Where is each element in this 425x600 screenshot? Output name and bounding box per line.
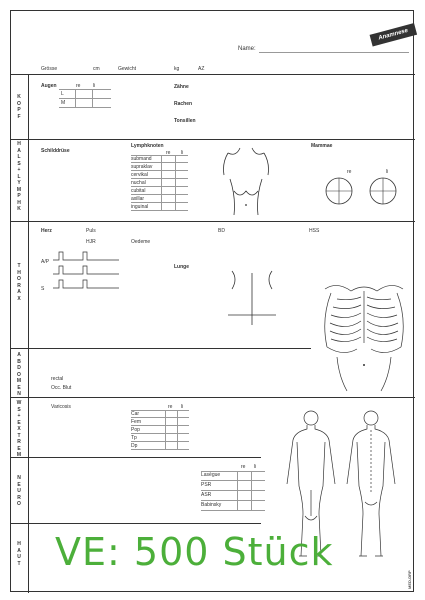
- lymph-table: [131, 156, 188, 212]
- heart-sound-diagram: [53, 249, 119, 299]
- neuro-li-label: li: [254, 464, 257, 470]
- bd-label: BD: [218, 228, 225, 234]
- brand-mark: MED-DRP: [407, 570, 412, 589]
- gewicht-label: Gewicht: [118, 66, 137, 72]
- tonsillen-label: Tonsillen: [174, 118, 196, 124]
- lymph-re-label: re: [166, 150, 171, 156]
- neuro-row-asr: ASR: [201, 492, 212, 498]
- hals-rule: [11, 221, 415, 222]
- az-label: AZ: [198, 66, 205, 72]
- lymph-row-axillar: axillar: [131, 196, 145, 202]
- puls-label: Puls: [86, 228, 96, 234]
- kopf-rule: [11, 139, 415, 140]
- lymph-row-cervikal: cervikal: [131, 172, 148, 178]
- neuro-row-psr: PSR: [201, 482, 212, 488]
- groesse-label: Grösse: [41, 66, 58, 72]
- augen-row-m: M: [61, 100, 66, 106]
- ribcage-diagram: [317, 279, 411, 395]
- hjr-label: HJR: [86, 239, 96, 245]
- lunge-label: Lunge: [174, 264, 189, 270]
- anamnese-form: [10, 10, 414, 592]
- neuro-row-babinsky: Babinsky: [201, 502, 222, 508]
- side-label-neuro: N E U R O: [17, 475, 21, 507]
- name-line: [259, 52, 409, 53]
- pulse-row-pop: Pop: [131, 427, 140, 433]
- augen-label: Augen: [41, 83, 57, 89]
- lunge-sketch: [224, 269, 280, 327]
- schilddruese-label: Schilddrüse: [41, 148, 70, 154]
- torso-sketch: [216, 145, 276, 221]
- thorax-rule: [11, 348, 311, 349]
- lymph-row-nuchal: nuchal: [131, 180, 146, 186]
- header-rule: [11, 74, 415, 75]
- neuro-table: [201, 472, 265, 506]
- pulse-re-label: re: [168, 404, 173, 410]
- neuro-rule: [11, 523, 261, 524]
- mammae-li-label: li: [386, 169, 389, 175]
- occ-blut-label: Occ. Blut: [51, 385, 72, 391]
- mammae-re-label: re: [347, 169, 352, 175]
- zaehne-label: Zähne: [174, 84, 189, 90]
- augen-li-label: li: [93, 83, 96, 89]
- lymph-li-label: li: [181, 150, 184, 156]
- lymph-row-inguinal: inguinal: [131, 204, 149, 210]
- hss-label: HSS: [309, 228, 320, 234]
- varicosis-label: Varicosis: [51, 404, 71, 410]
- lymph-row-submand: submand: [131, 156, 152, 162]
- side-column-divider: [28, 74, 29, 593]
- pulse-row-car: Car: [131, 411, 140, 417]
- pulse-row-dp: Dp: [131, 443, 138, 449]
- name-label: Name:: [238, 46, 256, 52]
- pulse-row-tp: Tp: [131, 435, 137, 441]
- ws-rule: [11, 457, 261, 458]
- pulse-li-label: li: [181, 404, 184, 410]
- lymph-row-cubital: cubital: [131, 188, 146, 194]
- kg-label: kg: [174, 66, 180, 72]
- ap-label: A/P: [41, 259, 50, 265]
- pulse-row-fem: Fem: [131, 419, 141, 425]
- side-label-thorax: T H O R A X: [17, 263, 21, 302]
- s-label: S: [41, 286, 45, 292]
- mammae-diagram: [323, 175, 403, 207]
- pulse-table: [131, 411, 189, 453]
- augen-row-l: L: [61, 91, 64, 97]
- lymph-row-supraklav: supraklav: [131, 164, 153, 170]
- mammae-label: Mammae: [311, 143, 333, 149]
- neuro-re-label: re: [241, 464, 246, 470]
- side-label-abdomen: A B D O M E N: [16, 352, 22, 397]
- rectal-label: rectal: [51, 376, 64, 382]
- packaging-unit-overlay: VE: 500 Stück: [55, 530, 334, 574]
- herz-label: Herz: [41, 228, 52, 234]
- anamnese-tab: Anamnese: [370, 23, 418, 46]
- neuro-row-lasegue: Lasègue: [201, 472, 221, 478]
- cm-label: cm: [93, 66, 100, 72]
- abdomen-rule: [11, 397, 415, 398]
- lymphknoten-label: Lymphknoten: [131, 143, 164, 149]
- augen-re-label: re: [76, 83, 81, 89]
- side-label-kopf: K O P F: [17, 94, 21, 120]
- side-label-haut: H A U T: [17, 541, 21, 567]
- rachen-label: Rachen: [174, 101, 193, 107]
- oedeme-label: Oedeme: [131, 239, 151, 245]
- side-label-hals-lymph: H A L S + L Y M P H K: [16, 141, 22, 212]
- side-label-ws-extrem: W S + E X T R E M: [16, 400, 22, 458]
